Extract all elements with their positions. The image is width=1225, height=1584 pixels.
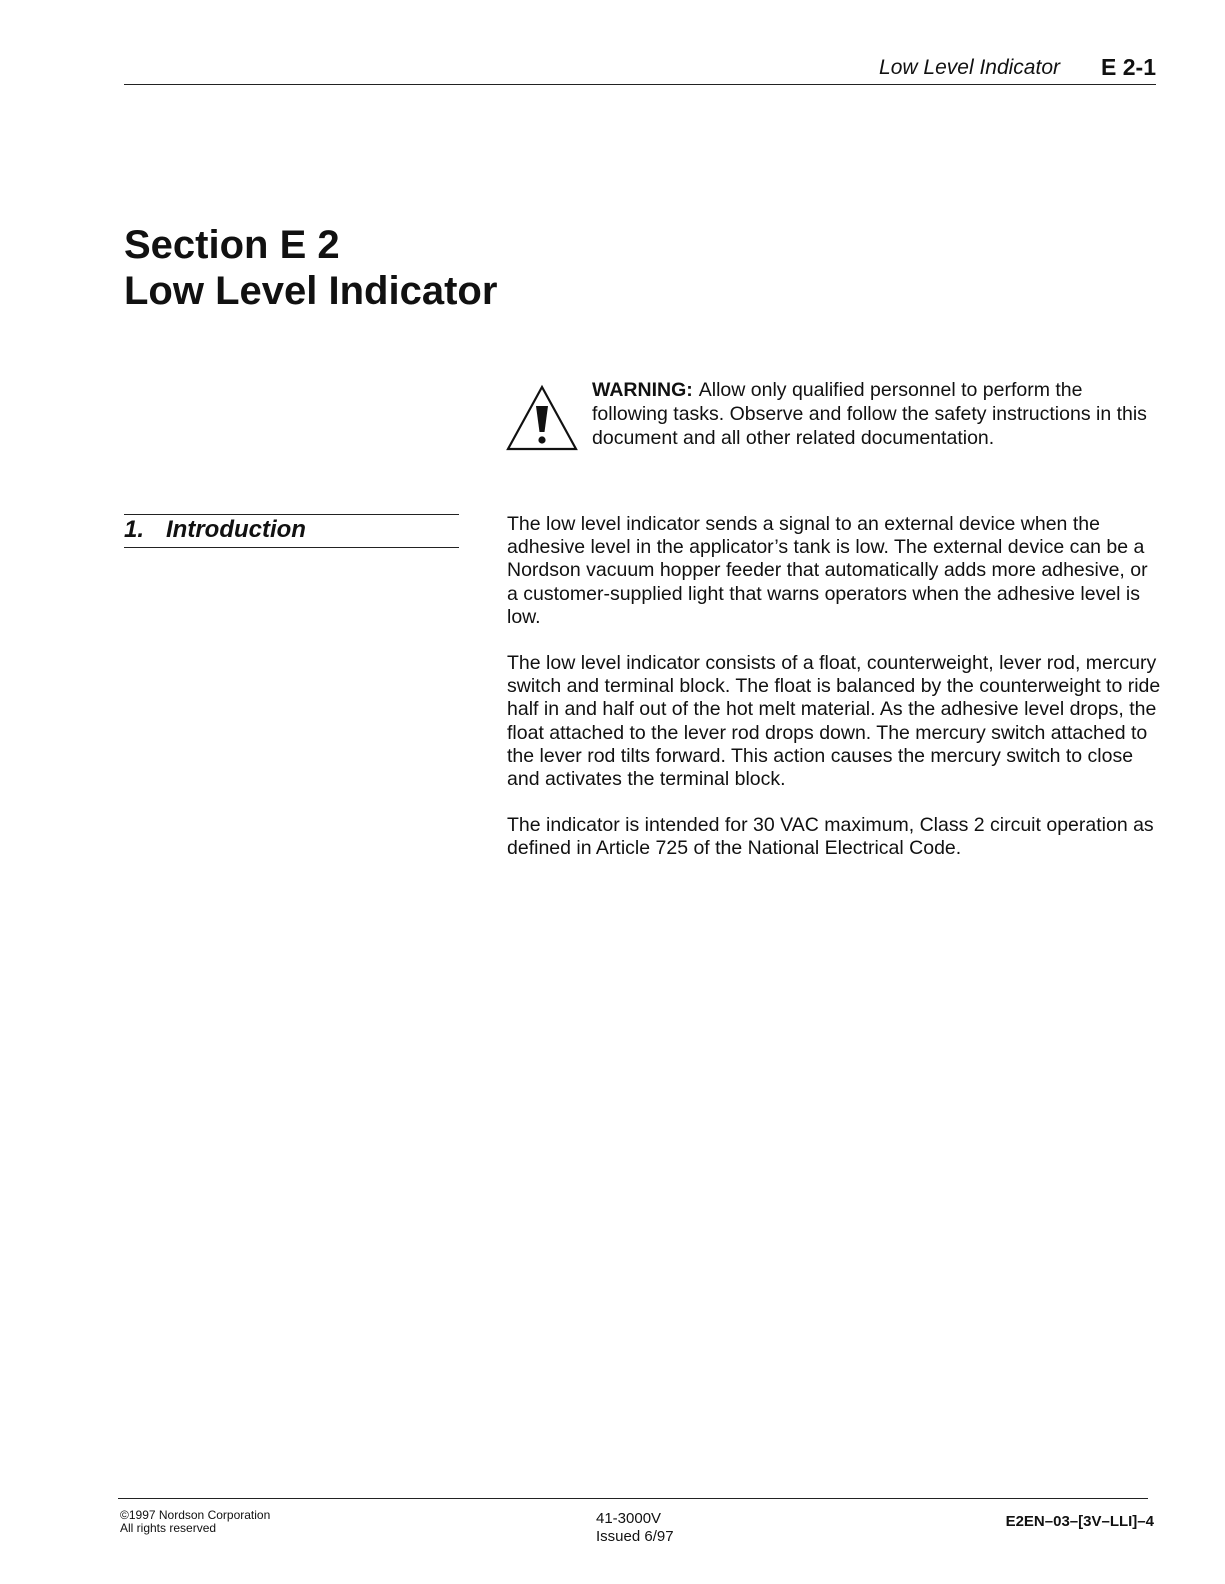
introduction-title: Introduction bbox=[166, 516, 306, 543]
footer-issued: Issued 6/97 bbox=[596, 1528, 674, 1545]
section-title bbox=[124, 222, 497, 314]
footer-rights: All rights reserved bbox=[120, 1521, 217, 1535]
section-title-line2: Low Level Indicator bbox=[124, 269, 498, 313]
footer-copyright-block bbox=[120, 1509, 270, 1535]
warning-triangle-icon bbox=[505, 384, 579, 452]
paragraph: The low level indicator consists of a float, counterweight, lever rod, mercury switch and terminal block. The float is balanced by the counterweight to ride half in and half out of the hot melt material. As the adhesive level drops, the float attached to the lever rod drops down. The mercury switch attached to the lever rod tilts forward. This action causes the mercury switch to close and activates the terminal block. bbox=[507, 652, 1161, 791]
introduction-number: 1. bbox=[124, 516, 145, 543]
header-page-number: E 2-1 bbox=[1101, 54, 1156, 80]
paragraph: The indicator is intended for 30 VAC maximum, Class 2 circuit operation as defined in Article 725 of the National Electrical Code. bbox=[507, 814, 1154, 860]
footer-document-block bbox=[596, 1510, 674, 1546]
header-title: Low Level Indicator bbox=[879, 56, 1060, 79]
footer-doc-number: 41-3000V bbox=[596, 1510, 662, 1527]
warning-label: WARNING: bbox=[592, 379, 693, 401]
footer-code: E2EN–03–[3V–LLI]–4 bbox=[1005, 1513, 1154, 1530]
warning-message: Allow only qualified personnel to perform the following tasks. Observe and follow the safety instructions in this document and all other related documentation. bbox=[592, 379, 1147, 449]
introduction-heading bbox=[124, 514, 459, 548]
page-footer bbox=[118, 1498, 1154, 1549]
footer-copyright: ©1997 Nordson Corporation bbox=[120, 1508, 271, 1522]
section-title-line1: Section E 2 bbox=[124, 223, 340, 267]
introduction-body bbox=[507, 513, 1162, 884]
paragraph: The low level indicator sends a signal to an external device when the adhesive level in the applicator’s tank is low. The external device can be a Nordson vacuum hopper feeder that automatically adds more adhesive, or a customer-supplied light that warns operators when the adhesive level is low. bbox=[507, 513, 1148, 628]
running-header bbox=[124, 54, 1156, 85]
warning-text bbox=[592, 378, 1152, 450]
